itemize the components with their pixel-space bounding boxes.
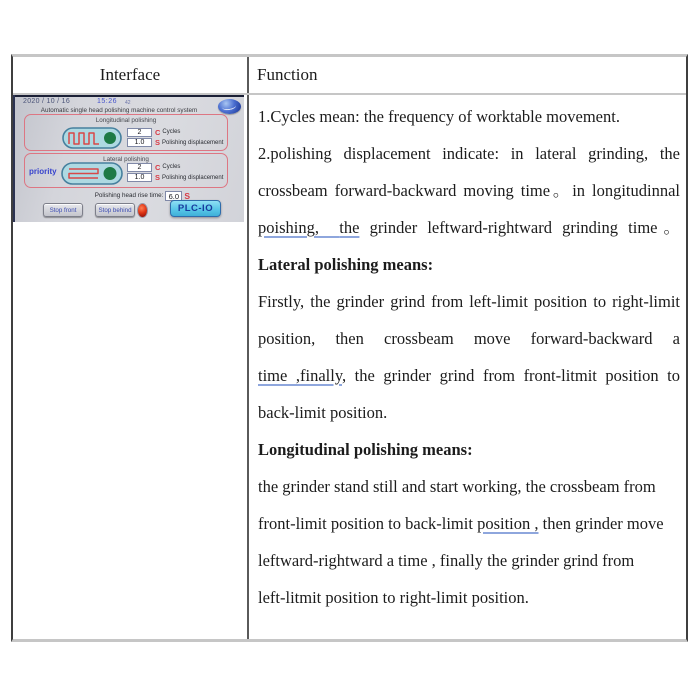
- grammar-underlined-text: [319, 218, 339, 237]
- text-segment: left-litmit position to right-limit position.: [258, 588, 529, 607]
- header-interface: Interface: [99, 65, 161, 84]
- hmi-date: 2020 / 10 / 16: [23, 98, 71, 105]
- function-text-line: [258, 431, 680, 468]
- green-dot-icon: [104, 132, 116, 144]
- function-text-line: [258, 579, 680, 616]
- grammar-underlined-text: poishing,: [258, 218, 319, 237]
- displacement-unit: S: [155, 173, 161, 183]
- cycles-unit: C: [155, 162, 161, 172]
- grammar-underlined-text: position ,: [477, 514, 539, 533]
- hmi-title: Automatic single head polishing machine control system: [40, 107, 198, 114]
- function-text-line: [258, 246, 680, 283]
- lateral-polishing-panel: [24, 153, 228, 188]
- function-text-line: [258, 357, 680, 394]
- longitudinal-cycles-input[interactable]: 2: [127, 128, 152, 137]
- monitor-bezel: [15, 95, 244, 97]
- function-text-line: [258, 542, 680, 579]
- rise-time-input[interactable]: 6.0: [165, 191, 182, 201]
- text-segment: 1.Cycles mean: the frequency of worktable movement.: [258, 107, 620, 126]
- displacement-label: Polishing displacement: [162, 139, 224, 146]
- text-segment: Lateral polishing means:: [258, 255, 434, 274]
- rise-time-unit: S: [184, 190, 190, 201]
- longitudinal-displacement-input[interactable]: 1.0: [127, 138, 152, 147]
- lateral-displacement-input[interactable]: 1.0: [127, 173, 152, 182]
- priority-label: priority: [29, 167, 57, 176]
- function-text-line: [258, 505, 680, 542]
- text-segment: back-limit position.: [258, 403, 388, 422]
- function-text-line: [258, 394, 680, 431]
- hmi-time: 15:26: [97, 98, 118, 105]
- longitudinal-polishing-panel: [24, 114, 228, 151]
- function-text-line: [258, 468, 680, 505]
- displacement-unit: S: [155, 138, 161, 148]
- lateral-cycles-input[interactable]: 2: [127, 163, 152, 172]
- hmi-seconds: 42: [125, 100, 131, 106]
- horizontal-lines-icon[interactable]: [61, 162, 123, 185]
- function-text-line: [258, 283, 680, 320]
- stop-behind-button[interactable]: Stop behind: [95, 203, 135, 217]
- text-segment: front-limit position to back-limit: [258, 514, 478, 533]
- function-text-line: [258, 135, 680, 172]
- displacement-label: Polishing displacement: [162, 174, 224, 181]
- grammar-underlined-text: the: [339, 218, 360, 237]
- function-text-line: [258, 172, 680, 209]
- grammar-underlined-text: time ,finally: [258, 366, 342, 385]
- globe-logo-icon[interactable]: [218, 99, 241, 114]
- plc-io-button[interactable]: PLC-IO: [170, 200, 221, 217]
- square-wave-icon[interactable]: [62, 127, 122, 149]
- function-text: [249, 95, 686, 639]
- function-text-line: [258, 98, 680, 135]
- text-segment: then grinder move: [538, 514, 664, 533]
- lateral-panel-label: Lateral polishing: [103, 156, 149, 163]
- text-segment: leftward-rightward a time , finally the grinder grind from: [258, 551, 635, 570]
- red-led-icon: [137, 203, 148, 218]
- text-segment: the grinder stand still and start working, the crossbeam from: [258, 477, 656, 496]
- text-segment: , the grinder grind from front-litmit position to: [342, 366, 680, 385]
- rise-time-row: [15, 190, 190, 201]
- function-text-line: [258, 320, 680, 357]
- text-segment: grinder leftward-rightward grinding time。: [359, 218, 680, 237]
- cycles-unit: C: [155, 127, 161, 137]
- text-segment: crossbeam forward-backward moving time。in longitudinnal: [258, 181, 680, 200]
- text-segment: 2.polishing displacement indicate: in lateral grinding, the: [258, 144, 680, 163]
- function-text-line: [258, 209, 680, 246]
- header-function: Function: [257, 65, 318, 84]
- text-segment: Firstly, the grinder grind from left-limit position to right-limit: [258, 292, 680, 311]
- cycles-label: Cycles: [162, 164, 181, 171]
- green-dot-icon: [104, 167, 117, 180]
- stop-front-button[interactable]: Stop front: [43, 203, 83, 217]
- cycles-label: Cycles: [162, 129, 181, 136]
- longitudinal-panel-label: Longitudinal polishing: [95, 117, 157, 124]
- rise-time-label: Polishing head rise time:: [94, 192, 164, 199]
- hmi-screenshot: [13, 95, 244, 222]
- text-segment: Longitudinal polishing means:: [258, 440, 473, 459]
- text-segment: position, then crossbeam move forward-backward a: [258, 329, 680, 348]
